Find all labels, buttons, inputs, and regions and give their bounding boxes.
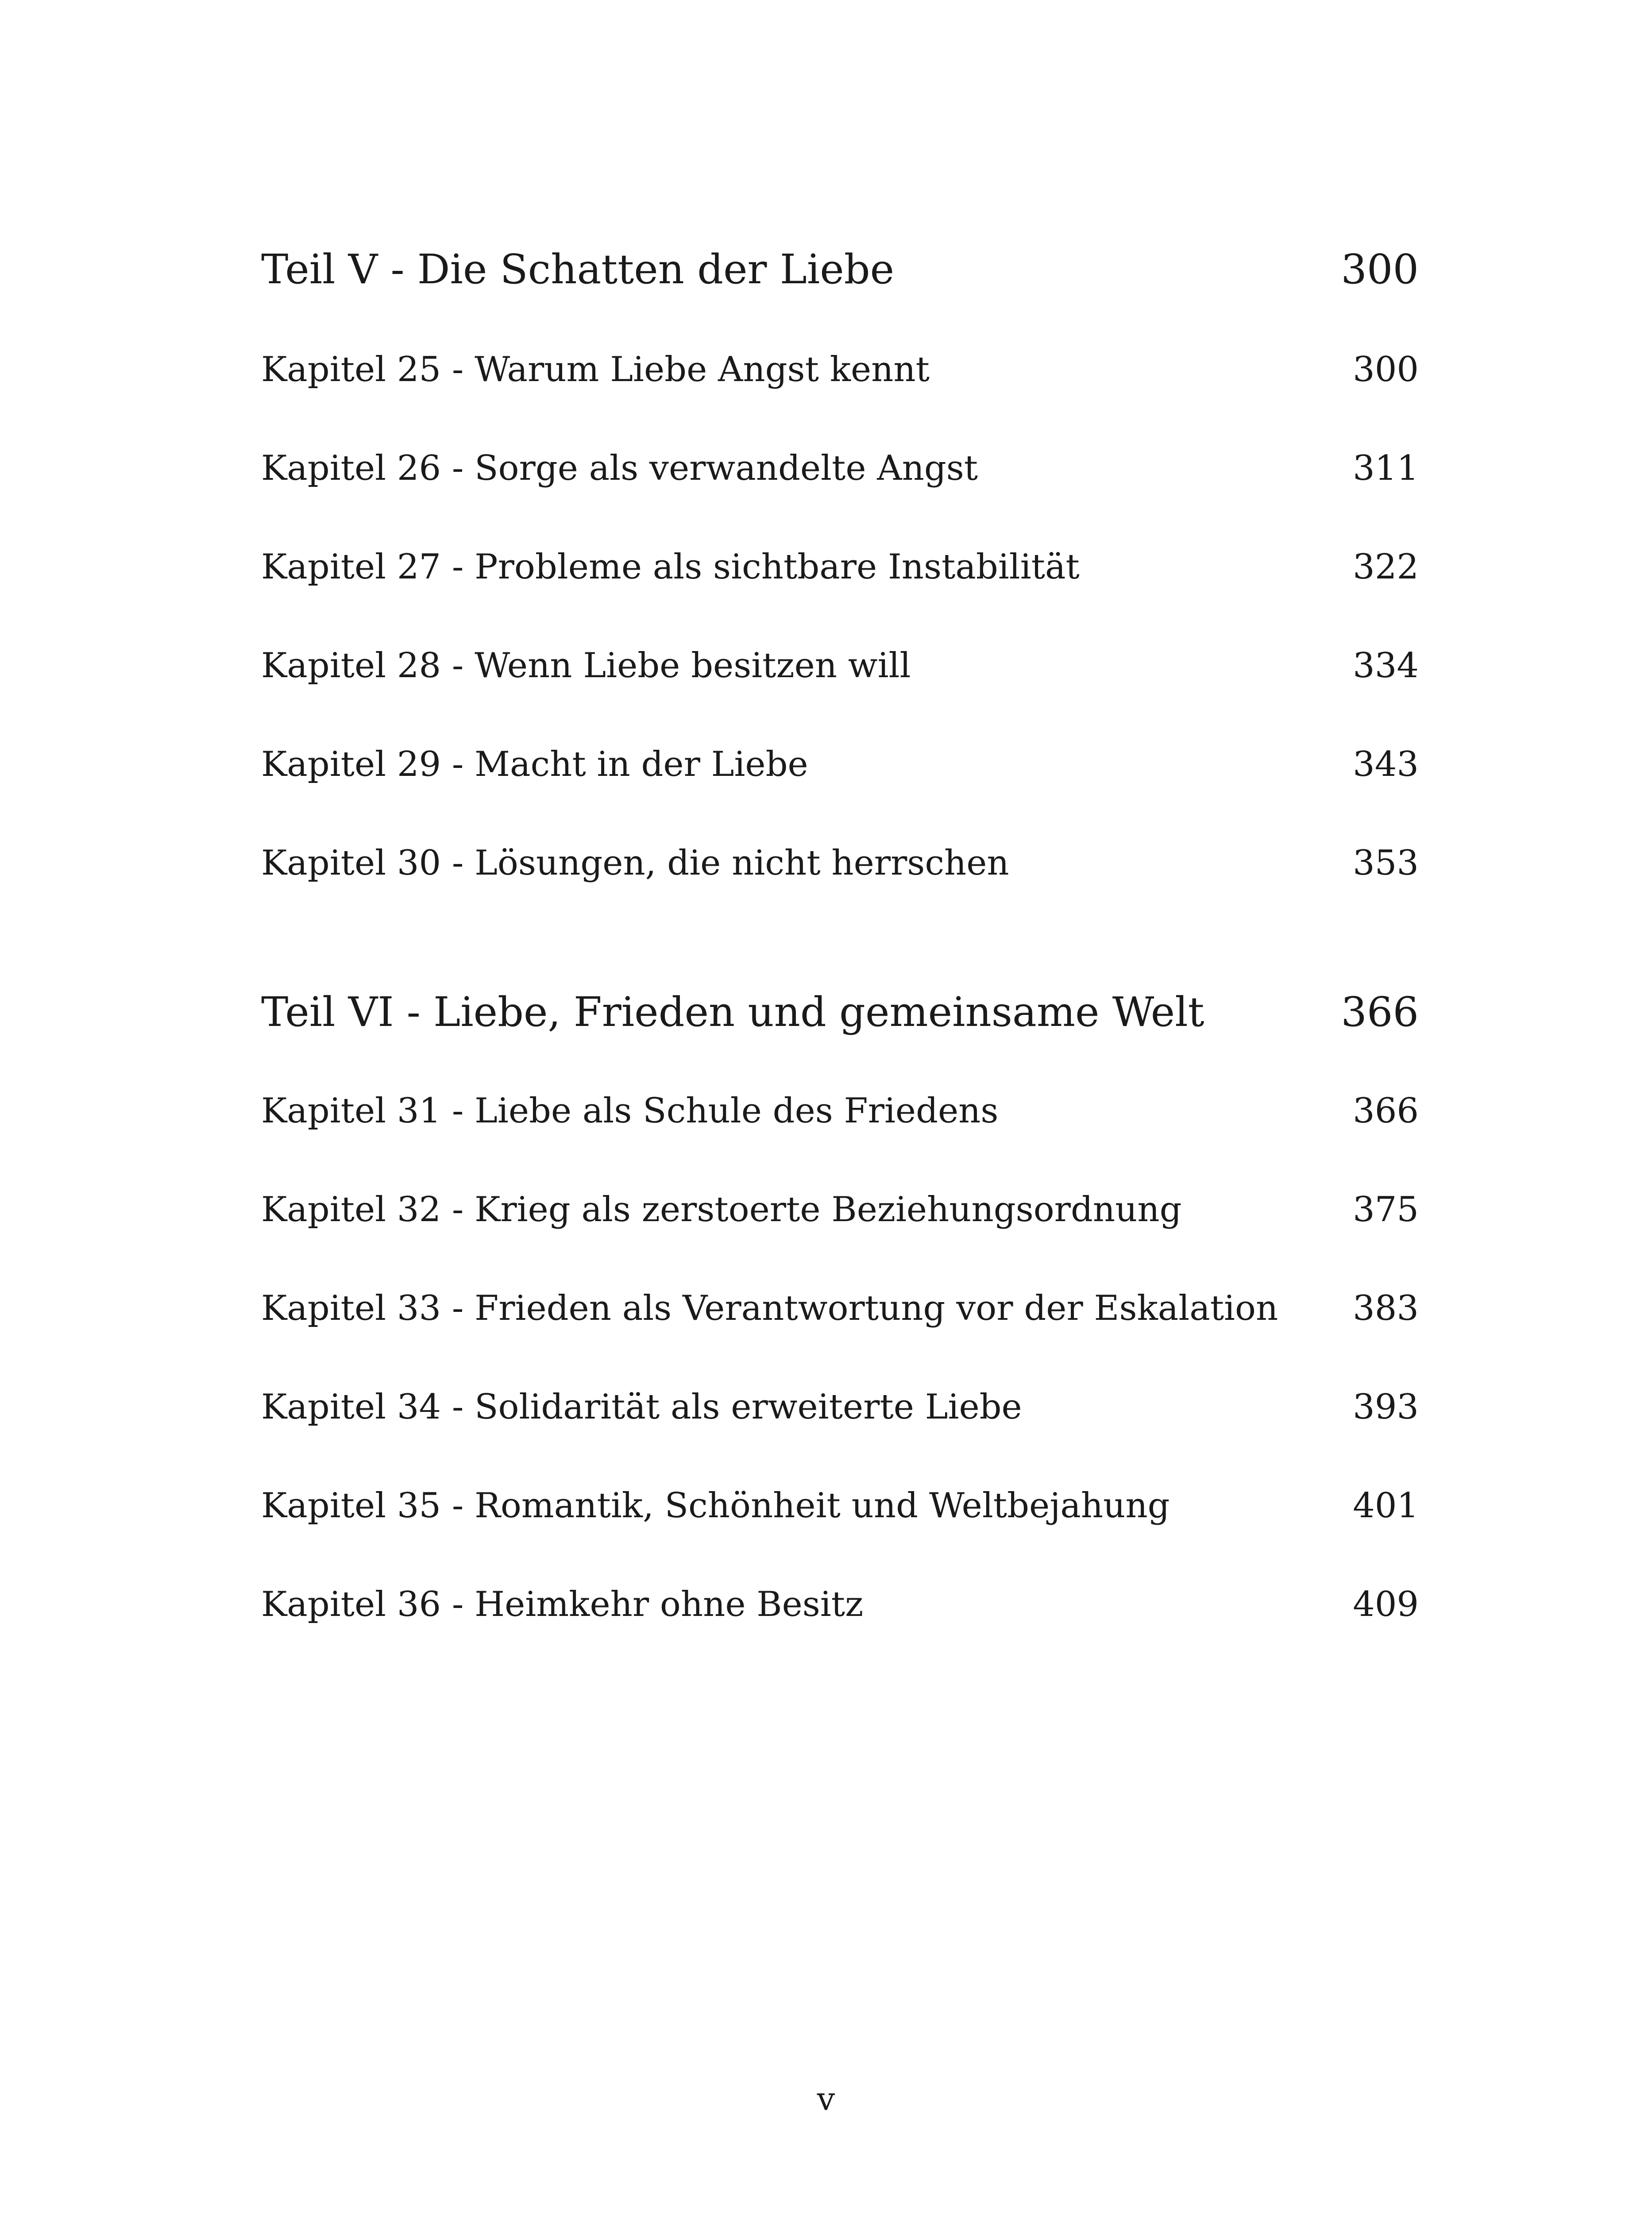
- toc-chapter-35[interactable]: [261, 1486, 1419, 1534]
- page-folio: v: [817, 2080, 835, 2117]
- toc-chapter-title: Kapitel 26 - Sorge als verwandelte Angst: [261, 448, 978, 488]
- toc-part-title: Teil VI - Liebe, Frieden und gemeinsame Welt: [261, 988, 1204, 1036]
- toc-chapter-title: Kapitel 30 - Lösungen, die nicht herrschen: [261, 843, 1009, 883]
- toc-page-number: 366: [1341, 988, 1419, 1036]
- toc-chapter-28[interactable]: [261, 646, 1419, 694]
- toc-page-number: 322: [1353, 547, 1419, 587]
- toc-page-number: 300: [1353, 350, 1419, 389]
- toc-chapter-25[interactable]: [261, 350, 1419, 398]
- toc-chapter-27[interactable]: [261, 547, 1419, 596]
- toc-chapter-title: Kapitel 28 - Wenn Liebe besitzen will: [261, 646, 911, 686]
- toc-page-number: 353: [1353, 843, 1419, 883]
- toc-chapter-36[interactable]: [261, 1585, 1419, 1633]
- toc-page-number: 311: [1353, 448, 1419, 488]
- toc-chapter-title: Kapitel 27 - Probleme als sichtbare Instabilität: [261, 547, 1080, 587]
- toc-chapter-31[interactable]: [261, 1091, 1419, 1140]
- toc-chapter-title: Kapitel 29 - Macht in der Liebe: [261, 744, 808, 784]
- toc-page-number: 343: [1353, 744, 1419, 784]
- toc-page-number: 375: [1353, 1190, 1419, 1230]
- toc-chapter-32[interactable]: [261, 1190, 1419, 1238]
- toc-chapter-title: Kapitel 33 - Frieden als Verantwortung vor der Eskalation: [261, 1288, 1278, 1328]
- toc-chapter-title: Kapitel 34 - Solidarität als erweiterte Liebe: [261, 1387, 1022, 1427]
- toc-part-5[interactable]: [261, 246, 1419, 303]
- toc-page-number: 409: [1353, 1585, 1419, 1624]
- toc-page-number: 401: [1353, 1486, 1419, 1526]
- toc-chapter-title: Kapitel 31 - Liebe als Schule des Friedens: [261, 1091, 999, 1131]
- toc-chapter-30[interactable]: [261, 843, 1419, 892]
- toc-page-number: 366: [1353, 1091, 1419, 1131]
- toc-part-title: Teil V - Die Schatten der Liebe: [261, 246, 895, 293]
- toc-chapter-26[interactable]: [261, 448, 1419, 497]
- toc-chapter-29[interactable]: [261, 744, 1419, 793]
- toc-chapter-title: Kapitel 35 - Romantik, Schönheit und Weltbejahung: [261, 1486, 1170, 1526]
- toc-chapter-title: Kapitel 32 - Krieg als zerstoerte Beziehungsordnung: [261, 1190, 1182, 1230]
- toc-page-number: 300: [1341, 246, 1419, 293]
- toc-page-number: 393: [1353, 1387, 1419, 1427]
- toc-chapter-title: Kapitel 36 - Heimkehr ohne Besitz: [261, 1585, 864, 1624]
- toc-chapter-34[interactable]: [261, 1387, 1419, 1436]
- toc-part-6[interactable]: [261, 988, 1419, 1046]
- toc-chapter-title: Kapitel 25 - Warum Liebe Angst kennt: [261, 350, 930, 389]
- toc-page-number: 383: [1353, 1288, 1419, 1328]
- toc-chapter-33[interactable]: [261, 1288, 1419, 1337]
- toc-page-number: 334: [1353, 646, 1419, 686]
